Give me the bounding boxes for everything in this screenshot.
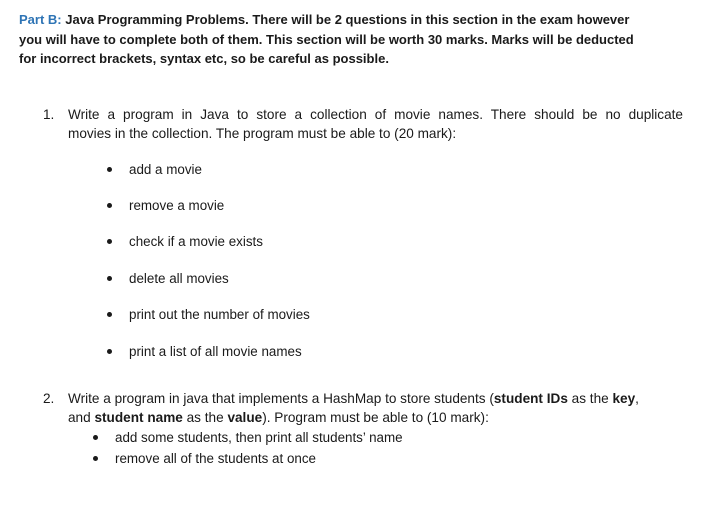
bullet-dot-icon (107, 167, 112, 172)
intro-line-1-text: Java Programming Problems. There will be 2 questions in this section in the exam however (61, 12, 630, 27)
bullet-text: add a movie (129, 162, 202, 177)
text-run: Write a program in java that implements a HashMap to store students ( (68, 391, 494, 406)
section-intro (19, 10, 689, 69)
bold-term: student name (94, 410, 183, 425)
text-run: ). Program must be able to (10 mark): (262, 410, 489, 425)
question-2-number: 2. (43, 391, 55, 406)
bullet-text: delete all movies (129, 271, 229, 286)
question-2-line-2 (68, 408, 673, 427)
bullet-dot-icon (107, 203, 112, 208)
bullet-text: remove all of the students at once (115, 451, 316, 466)
intro-line-3: for incorrect brackets, syntax etc, so be careful as possible. (19, 51, 389, 66)
bullet-text: check if a movie exists (129, 234, 263, 249)
text-run: and (68, 410, 95, 425)
bullet-text: print out the number of movies (129, 307, 310, 322)
bullet-dot-icon (93, 456, 98, 461)
bullet-text: print a list of all movie names (129, 344, 302, 359)
question-2-text (68, 389, 673, 427)
question-1-text (68, 105, 683, 143)
bullet-dot-icon (107, 239, 112, 244)
bullet-dot-icon (107, 312, 112, 317)
bold-term: student IDs (493, 391, 568, 406)
bullet-text: remove a movie (129, 198, 225, 213)
text-run: as the (567, 391, 613, 406)
question-1-line-1: Write a program in Java to store a collection of movie names. There should be no duplicate (68, 107, 683, 122)
bullet-dot-icon (93, 435, 98, 440)
bullet-text: add some students, then print all students’ name (115, 430, 403, 445)
text-run: , (635, 391, 639, 406)
bold-term: key (612, 391, 636, 406)
bold-term: value (227, 410, 263, 425)
part-label: Part B: (19, 12, 62, 27)
text-run: as the (182, 410, 228, 425)
intro-line-2: you will have to complete both of them. This section will be worth 30 marks. Marks will be deducted (19, 31, 634, 47)
question-1-line-2: movies in the collection. The program must be able to (20 mark): (68, 126, 457, 141)
bullet-dot-icon (107, 276, 112, 281)
intro-line-1 (19, 10, 689, 30)
bullet-dot-icon (107, 349, 112, 354)
question-1-number: 1. (43, 107, 55, 122)
question-2-line-1 (68, 389, 673, 408)
